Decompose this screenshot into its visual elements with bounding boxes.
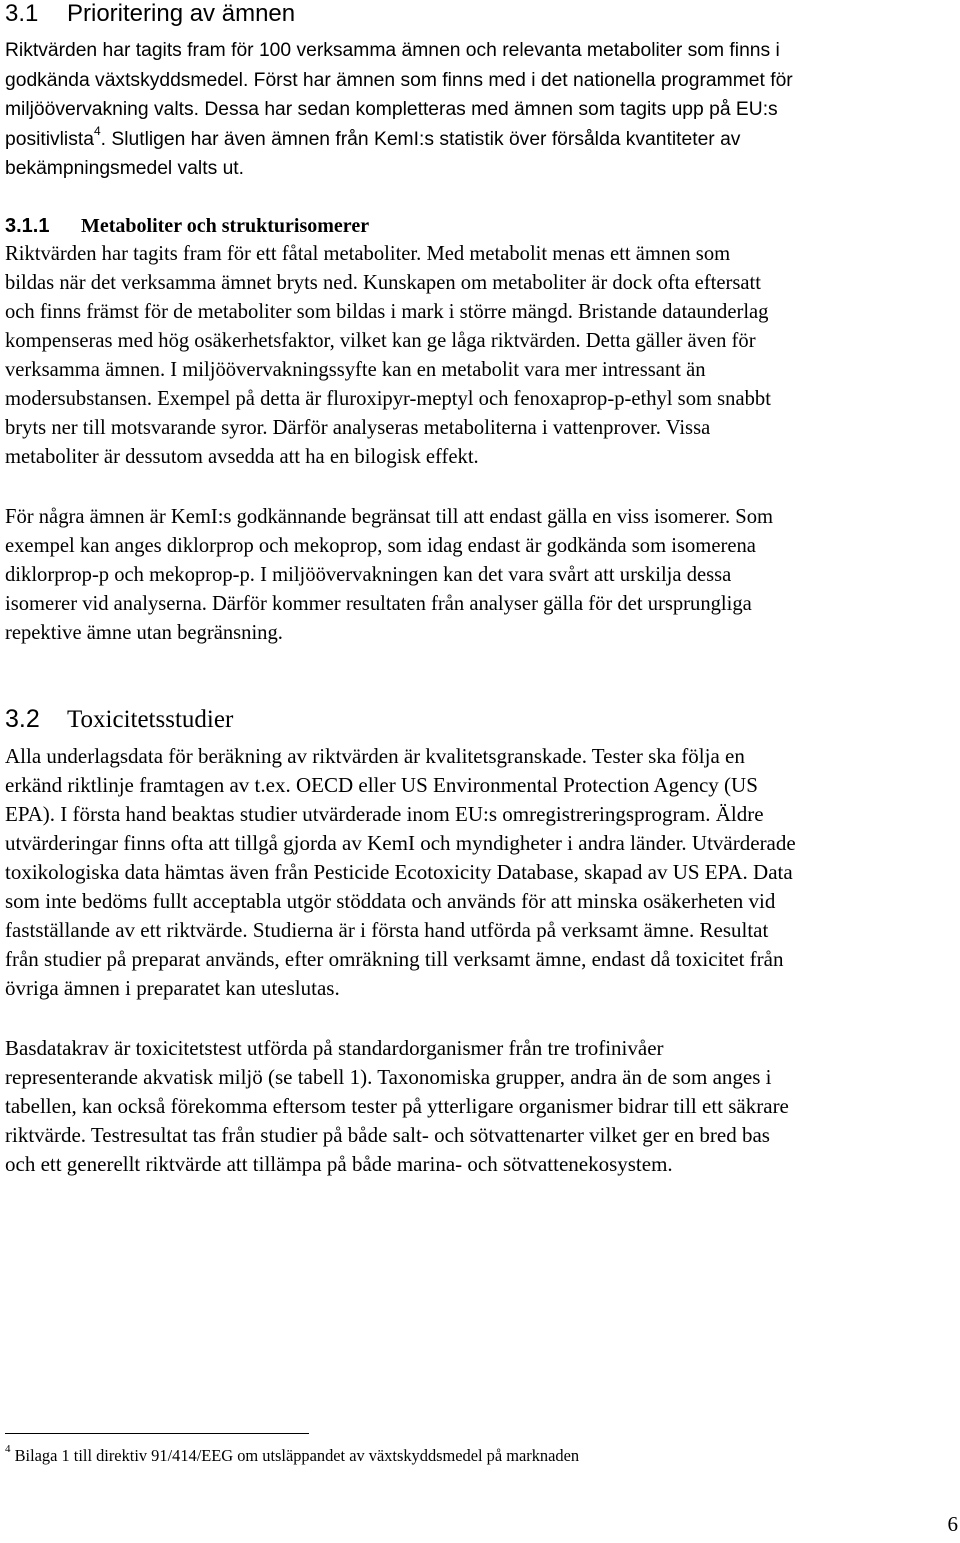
section-3-1-1-paragraph-2	[5, 503, 773, 648]
text-line: fastställande av ett riktvärde. Studierna är i första hand utförda på verksamt ämne. Resultat	[5, 918, 769, 942]
text-line: modersubstansen. Exempel på detta är fluroxipyr-meptyl och fenoxaprop-p-ethyl som snabbt	[5, 388, 771, 410]
text-line: tabellen, kan också förekomma eftersom tester på ytterligare organismer bidrar till ett säkrare	[5, 1094, 789, 1118]
footnote	[5, 1442, 580, 1467]
text-line: För några ämnen är KemI:s godkännande begränsat till att endast gälla en viss isomerer. Som	[5, 506, 774, 528]
text-line: utvärderingar finns ofta att tillgå gjorda av KemI och myndigheter i andra länder. Utvärderade	[5, 831, 796, 855]
text-line	[5, 125, 793, 155]
text-line: miljöövervakning valts. Dessa har sedan kompletteras med ämnen som tagits upp på EU:s	[5, 99, 778, 121]
text-fragment: positivlista	[5, 128, 94, 150]
section-title: Prioritering av ämnen	[67, 0, 296, 27]
text-line: isomerer vid analyserna. Därför kommer resultaten från analyser gälla för det ursprungliga	[5, 593, 752, 615]
footnote-text: Bilaga 1 till direktiv 91/414/EEG om utsläppandet av växtskyddsmedel på marknaden	[14, 1446, 580, 1465]
text-line: och finns främst för de metaboliter som bildas i mark i större mängd. Bristande dataunderlag	[5, 301, 769, 323]
section-3-1-1-paragraph-1	[5, 240, 771, 472]
text-line: bryts ner till motsvarande syror. Därför analyseras metaboliterna i vattenprover. Vissa	[5, 417, 711, 439]
text-line: övriga ämnen i preparatet kan uteslutas.	[5, 976, 340, 1000]
text-fragment: . Slutligen har även ämnen från KemI:s statistik över försålda kvantiteter av	[100, 128, 741, 150]
text-line: bekämpningsmedel valts ut.	[5, 158, 245, 180]
section-3-2-paragraph-2	[5, 1034, 789, 1179]
page-number: 6	[947, 1512, 958, 1536]
text-line: bildas när det verksamma ämnet bryts ned. Kunskapen om metaboliter är dock ofta eftersatt	[5, 272, 761, 294]
text-line: från studier på preparat används, efter omräkning till verksamt ämne, endast då toxicitet från	[5, 947, 784, 971]
text-line: exempel kan anges diklorprop och mekoprop, som idag endast är godkända som isomerena	[5, 535, 756, 557]
section-title: Metaboliter och strukturisomerer	[81, 215, 370, 237]
text-line: Basdatakrav är toxicitetstest utförda på standardorganismer från tre trofinivåer	[5, 1036, 664, 1060]
section-heading-3-1-1	[5, 214, 369, 238]
text-line: erkänd riktlinje framtagen av t.ex. OECD eller US Environmental Protection Agency (US	[5, 773, 758, 797]
text-line: kompenseras med hög osäkerhetsfaktor, vilket kan ge låga riktvärden. Detta gäller även för	[5, 330, 756, 352]
section-3-2-paragraph-1	[5, 742, 796, 1003]
section-heading-3-2	[5, 705, 233, 734]
footnote-marker: 4	[5, 1442, 11, 1455]
section-3-1-paragraph	[5, 36, 793, 184]
text-line: Riktvärden har tagits fram för ett fåtal metaboliter. Med metabolit menas ett ämnen som	[5, 243, 731, 265]
section-number: 3.1.1	[5, 215, 50, 237]
text-line: toxikologiska data hämtas även från Pesticide Ecotoxicity Database, skapad av US EPA. Data	[5, 860, 793, 884]
section-title: Toxicitetsstudier	[67, 706, 234, 733]
section-heading-3-1	[5, 0, 295, 28]
text-line: riktvärde. Testresultat tas från studier på både salt- och sötvattenarter vilket ger en bred bas	[5, 1123, 770, 1147]
text-line: diklorprop-p och mekoprop-p. I miljöövervakningen kan det vara svårt att urskilja dessa	[5, 564, 732, 586]
text-line: Alla underlagsdata för beräkning av riktvärden är kvalitetsgranskade. Tester ska följa en	[5, 744, 745, 768]
text-line: och ett generellt riktvärde att tillämpa på både marina- och sötvattenekosystem.	[5, 1152, 673, 1176]
text-line: verksamma ämnen. I miljöövervakningssyfte kan en metabolit vara mer intressant än	[5, 359, 706, 381]
section-number: 3.2	[5, 705, 40, 733]
text-line: som inte bedöms fullt acceptabla utgör stöddata och används för att minska osäkerheten vid	[5, 889, 776, 913]
footnote-reference: 4	[93, 124, 101, 139]
text-line: representerande akvatisk miljö (se tabell 1). Taxonomiska grupper, andra än de som anges i	[5, 1065, 772, 1089]
text-line: EPA). I första hand beaktas studier utvärderade inom EU:s omregistreringsprogram. Äldre	[5, 802, 764, 826]
text-line: repektive ämne utan begränsning.	[5, 622, 283, 644]
footnote-divider	[5, 1433, 309, 1434]
section-number: 3.1	[5, 0, 39, 27]
text-line: godkända växtskyddsmedel. Först har ämnen som finns med i det nationella programmet för	[5, 69, 793, 91]
text-line: metaboliter är dessutom avsedda att ha en bilogisk effekt.	[5, 446, 479, 468]
text-line: Riktvärden har tagits fram för 100 verksamma ämnen och relevanta metaboliter som finns i	[5, 40, 780, 61]
